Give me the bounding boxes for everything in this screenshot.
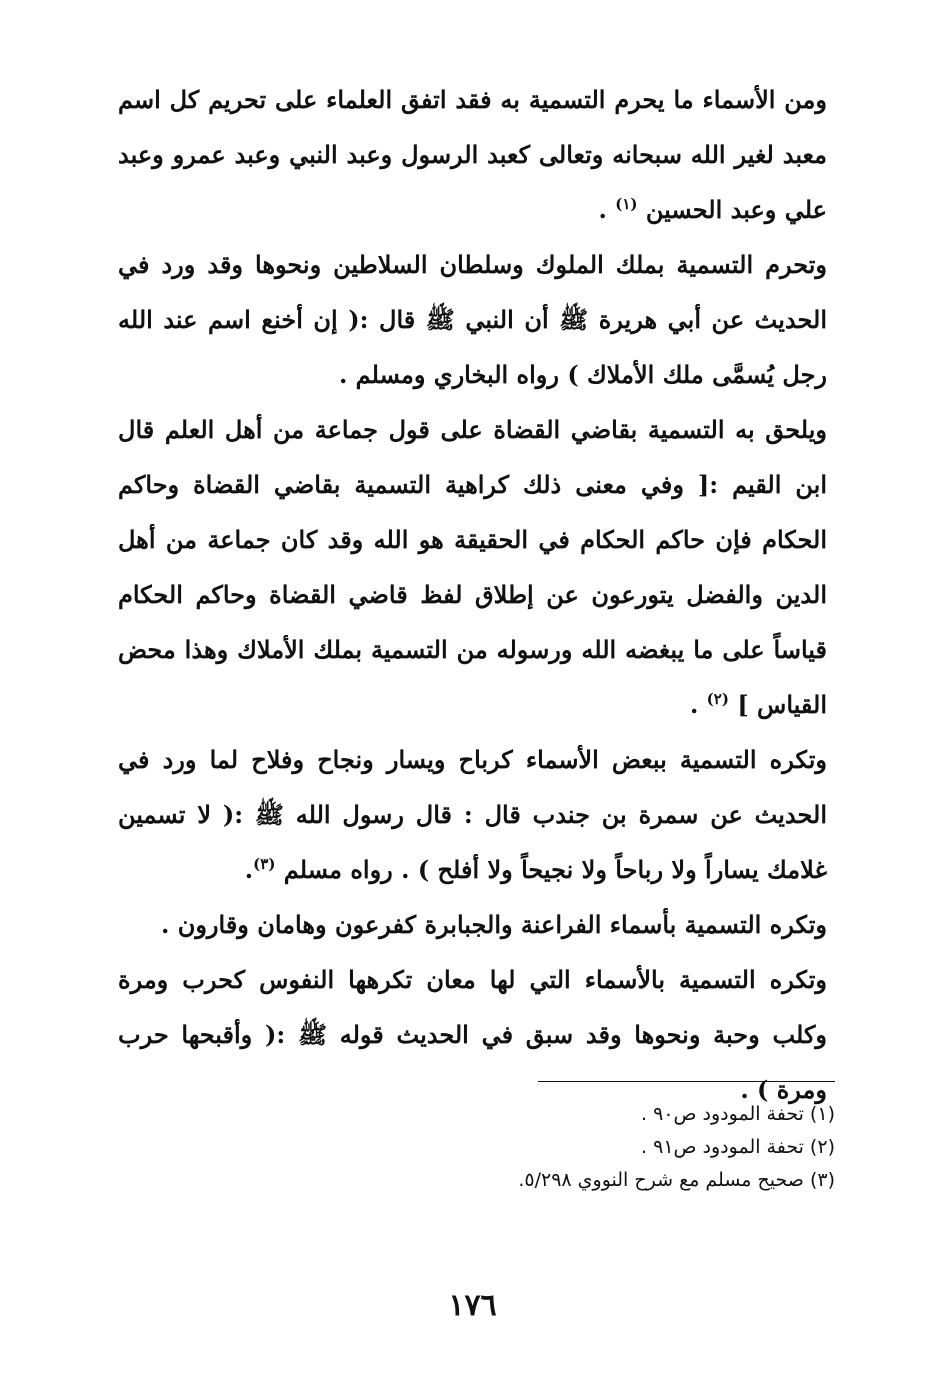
- paragraph-text: ومن الأسماء ما يحرم التسمية به فقد اتفق العلماء على تحريم كل اسم معبد لغير الله سبحانه وتعالى كعبد الرسول وعبد النبي وعبد عمرو وعبد علي وعبد الحسين: [118, 85, 827, 224]
- page-number: ١٧٦: [448, 1288, 497, 1323]
- paragraph-2: [118, 237, 827, 402]
- footnote-mark: (١): [615, 195, 638, 213]
- paragraph-6: [118, 952, 827, 1117]
- footnote-2: (٢) تحفة المودود ص٩١ .: [641, 1136, 835, 1158]
- paragraph-text: وتحرم التسمية بملك الملوك وسلطان السلاطين ونحوها وقد ورد في الحديث عن أبي هريرة ﷺ أن النبي ﷺ قال :( إن أخنع اسم عند الله رجل يُسمَّى ملك الأملاك ) رواه البخاري ومسلم .: [118, 250, 828, 389]
- paragraph-tail: .: [244, 855, 254, 884]
- paragraph-text: وتكره التسمية ببعض الأسماء كرباح ويسار ونجاح وفلاح لما ورد في الحديث عن سمرة بن جندب قال : قال رسول الله ﷺ :( لا تسمين غلامك يساراً ولا رباحاً ولا نجيحاً ولا أفلح ) . رواه مسلم: [118, 745, 827, 884]
- paragraph-text: وتكره التسمية بأسماء الفراعنة والجبابرة كفرعون وهامان وقارون .: [161, 910, 827, 939]
- footnote-3: (٣) صحيح مسلم مع شرح النووي ٥/٢٩٨.: [518, 1169, 835, 1191]
- paragraph-4: [118, 732, 827, 897]
- footnote-mark: (٢): [706, 690, 729, 708]
- main-text: [118, 72, 827, 1117]
- footnote-mark: (٣): [253, 855, 276, 873]
- paragraph-text: ويلحق به التسمية بقاضي القضاة على قول جماعة من أهل العلم قال ابن القيم :[ وفي معنى ذلك كراهية التسمية بقاضي القضاة وحاكم الحكام فإن حاكم الحكام في الحقيقة هو الله وقد كان جماعة من أهل الدين والفضل يتورعون عن إطلاق لفظ قاضي القضاة وحاكم الحكام قياساً على ما يبغضه الله ورسوله من التسمية بملك الأملاك وهذا محض القياس ]: [118, 415, 827, 719]
- paragraph-3: [118, 402, 827, 732]
- paragraph-tail: .: [598, 195, 616, 224]
- footnote-divider: [538, 1081, 835, 1082]
- paragraph-1: [118, 72, 827, 237]
- footnote-1: (١) تحفة المودود ص٩٠ .: [641, 1103, 835, 1125]
- paragraph-5: [118, 897, 827, 952]
- footnotes: [335, 1098, 835, 1197]
- paragraph-text: وتكره التسمية بالأسماء التي لها معان تكرهها النفوس كحرب ومرة وكلب وحبة ونحوها وقد سبق في الحديث قوله ﷺ :( وأقبحها حرب ومرة ) .: [118, 965, 827, 1104]
- paragraph-tail: .: [689, 690, 707, 719]
